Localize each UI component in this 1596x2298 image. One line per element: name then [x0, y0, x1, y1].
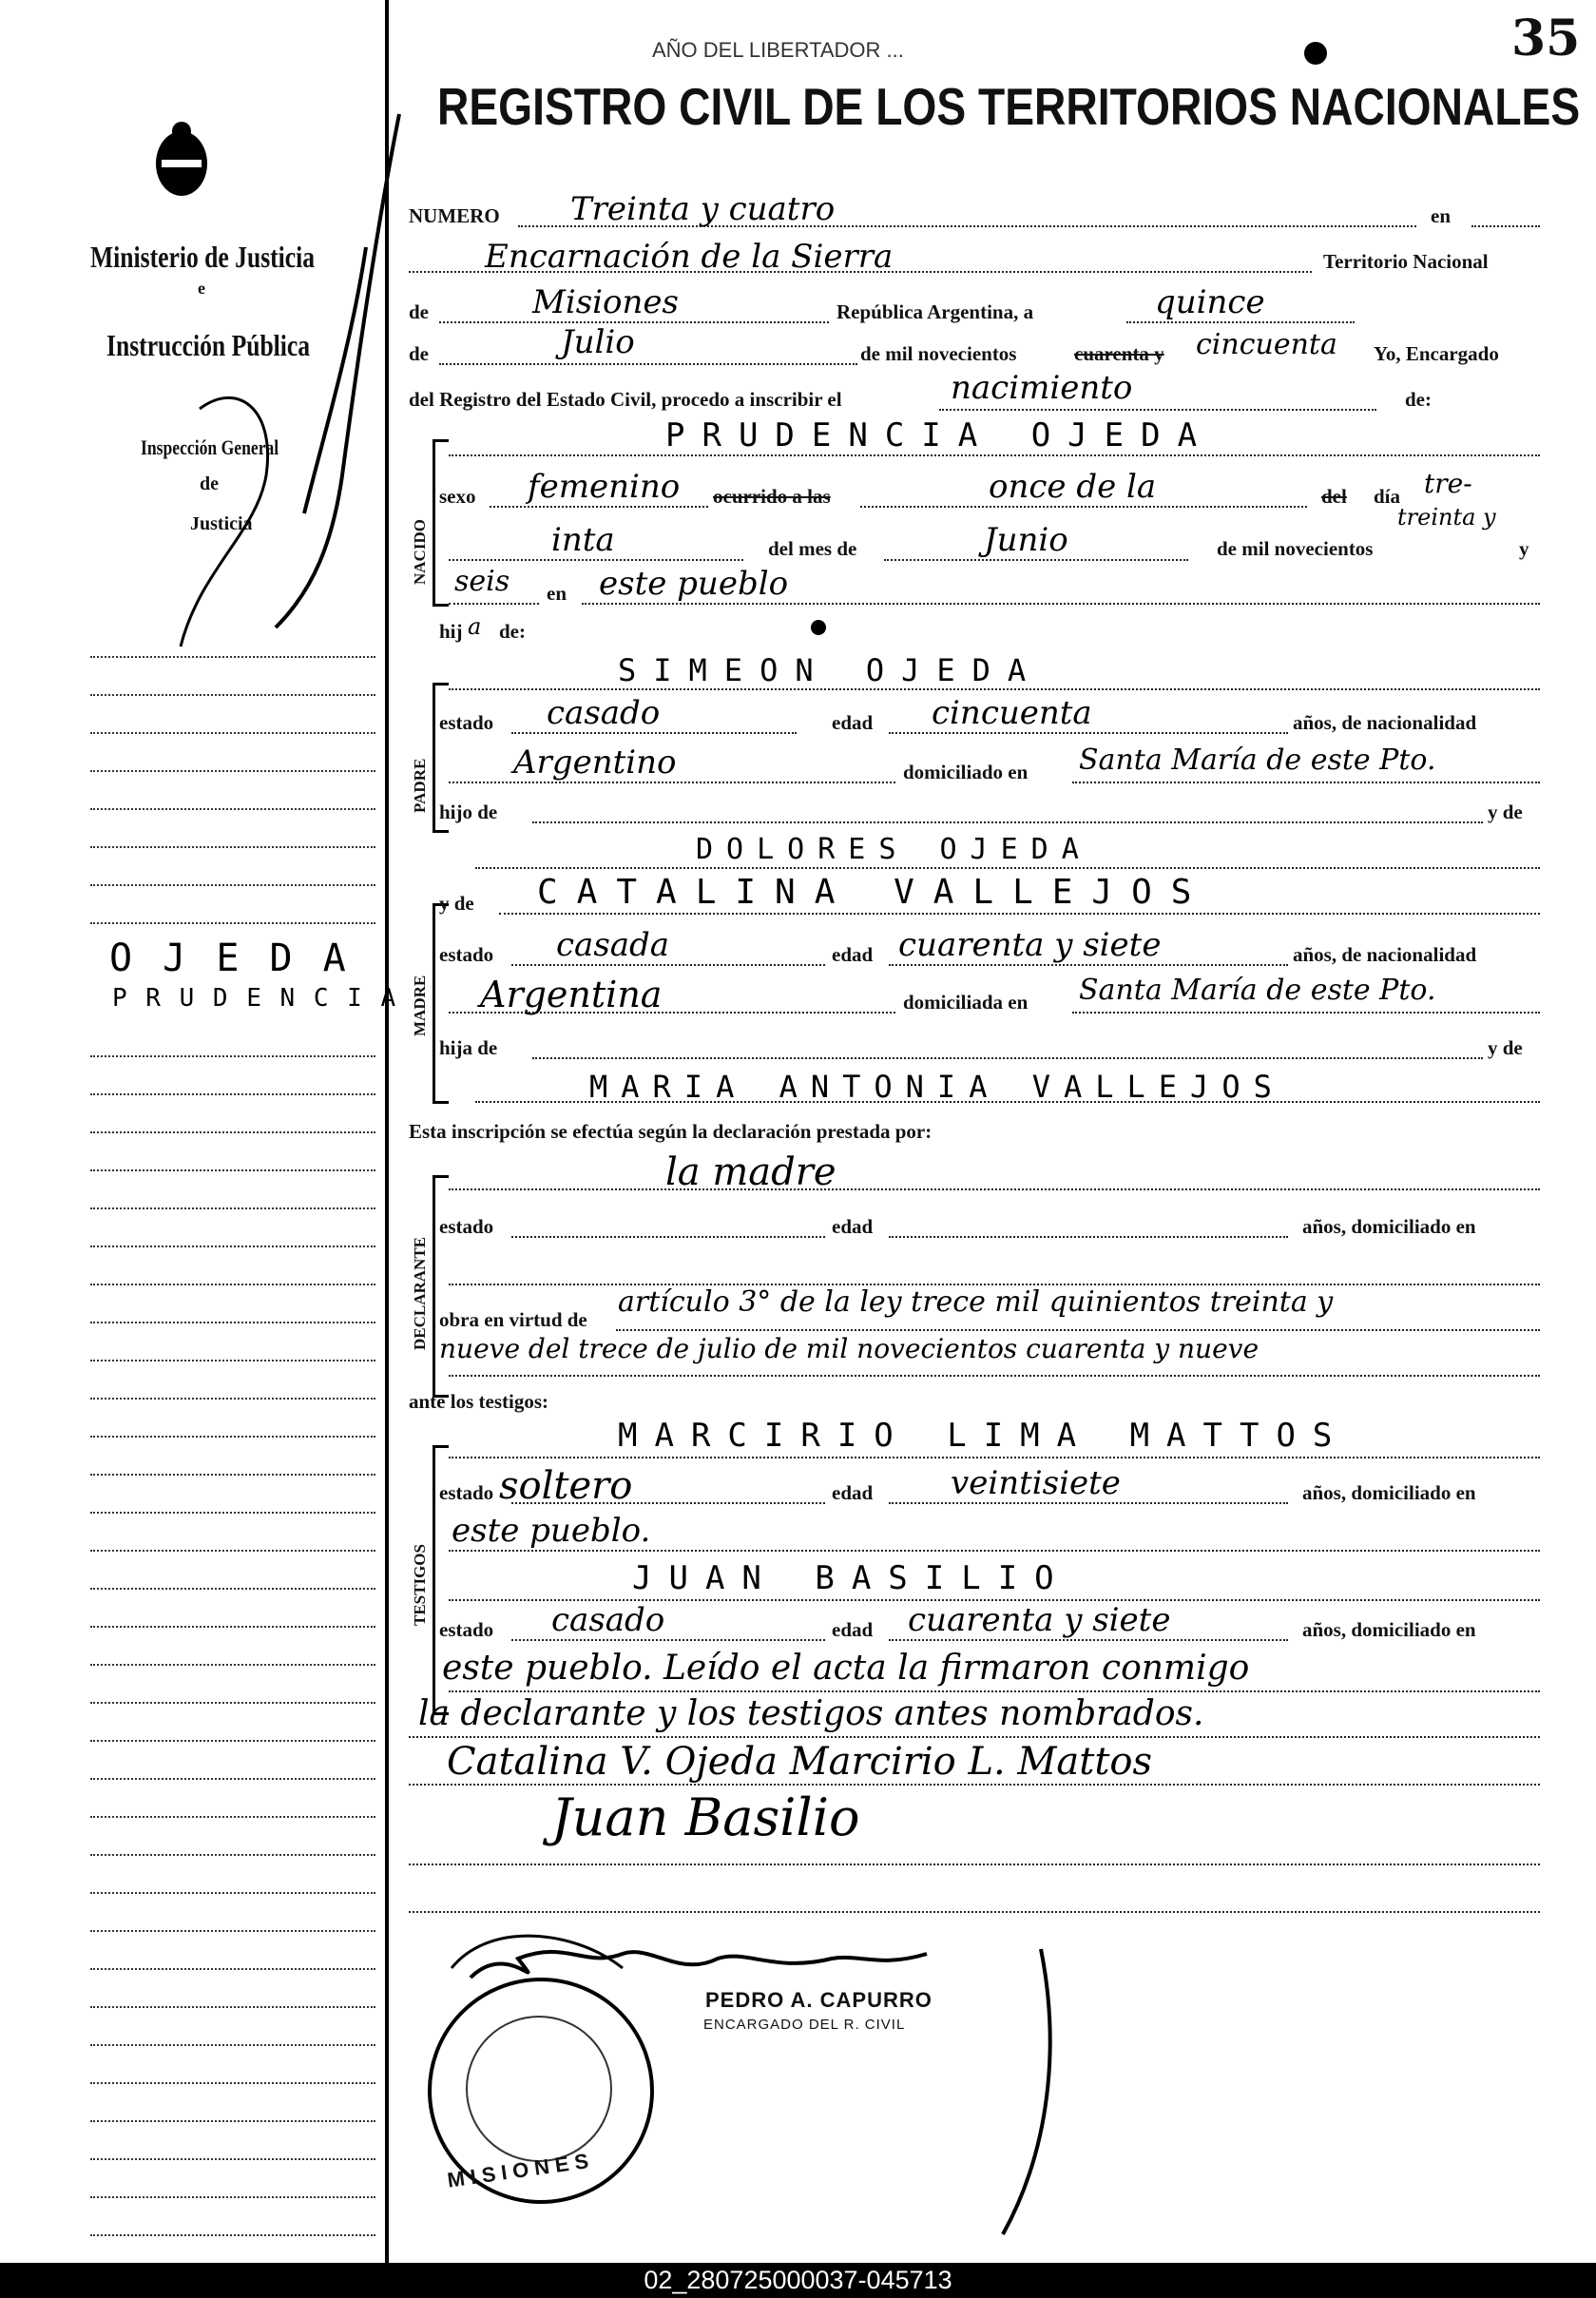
label-anios-dom-decl: años, domiciliado en	[1302, 1215, 1476, 1238]
ministry-line3: Instrucción Pública	[106, 328, 311, 362]
hw-nombre: PRUDENCIA OJEDA	[665, 416, 1215, 454]
label-sexo: sexo	[439, 485, 476, 508]
hw-mes: Julio	[561, 323, 635, 361]
hw-anio: cincuenta	[1196, 328, 1337, 361]
label-numero: NUMERO	[409, 204, 500, 227]
hw-obra1: artículo 3° de la ley trece mil quinientos treinta y	[618, 1285, 1334, 1319]
label-estado-decl: estado	[439, 1215, 494, 1238]
hw-estado-madre: casada	[556, 926, 670, 964]
fill-blank	[409, 1864, 1540, 1865]
fill-hija-de	[532, 1057, 1483, 1059]
margin-line	[90, 1322, 375, 1323]
hw-anio-nac2: seis	[454, 565, 510, 598]
fill-mes-nac	[884, 559, 1188, 561]
label-mil-nov2: de mil novecientos	[1217, 537, 1374, 560]
label-de-3: de:	[1405, 388, 1432, 411]
fill-padre	[449, 688, 1540, 690]
margin-line	[90, 1740, 375, 1742]
margin-line	[90, 2120, 375, 2122]
hw-dia: quince	[1155, 283, 1265, 321]
margin-line	[90, 1550, 375, 1552]
label-de-2: de	[409, 342, 429, 365]
margin-line	[90, 1702, 375, 1704]
margin-strokes	[162, 95, 428, 704]
black-dot	[1304, 42, 1327, 65]
hw-testigo2: JUAN BASILIO	[632, 1559, 1071, 1597]
hw-dia-nac2: inta	[551, 521, 615, 559]
official-role: ENCARGADO DEL R. CIVIL	[703, 2017, 906, 2033]
fill-lugar-nac	[582, 603, 1540, 605]
margin-line	[90, 2044, 375, 2046]
label-y: y	[1519, 537, 1529, 560]
ministry-line2: e	[198, 279, 205, 298]
label-estado-madre: estado	[439, 943, 494, 966]
label-anios-dom-t1: años, domiciliado en	[1302, 1481, 1476, 1504]
label-anios-nac-padre: años, de nacionalidad	[1293, 711, 1477, 734]
top-stamp: AÑO DEL LIBERTADOR ...	[652, 38, 904, 62]
hw-edad-madre: cuarenta y siete	[898, 926, 1162, 964]
margin-line	[90, 732, 375, 734]
fill-nac-padre	[449, 782, 895, 783]
label-estado-t1: estado	[439, 1481, 494, 1504]
fill-testigo1	[449, 1457, 1540, 1458]
label-madre: MADRE	[411, 975, 429, 1036]
margin-line	[90, 1474, 375, 1476]
official-seal-inner	[466, 2016, 612, 2162]
margin-line	[90, 1284, 375, 1285]
label-hija-de: hija de	[439, 1036, 498, 1059]
struck-anio: cuarenta y	[1074, 342, 1164, 365]
label-estado-t2: estado	[439, 1618, 494, 1641]
label-inscripcion: Esta inscripción se efectúa según la declaración prestada por:	[409, 1120, 933, 1143]
margin-line	[90, 1778, 375, 1780]
inspection-line1: Inspección General	[141, 435, 279, 459]
margin-surname: O J E D A	[109, 937, 350, 980]
label-edad-madre: edad	[832, 943, 874, 966]
margin-line	[90, 1512, 375, 1514]
ministry-line1: Ministerio de Justicia	[90, 240, 316, 274]
fill-cierre1	[449, 1690, 1540, 1692]
margin-line	[90, 1360, 375, 1361]
label-edad-padre: edad	[832, 711, 874, 734]
hw-t1-edad: veintisiete	[951, 1464, 1121, 1502]
label-edad-t2: edad	[832, 1618, 874, 1641]
hw-abuela-mat: MARIA ANTONIA VALLEJOS	[589, 1069, 1285, 1105]
fill-abuelo	[475, 867, 1540, 869]
hw-edad-padre: cincuenta	[932, 694, 1092, 732]
hw-estado-padre: casado	[547, 694, 661, 732]
margin-line	[90, 808, 375, 810]
margin-given-name: P R U D E N C I A	[112, 984, 398, 1013]
hw-acto: nacimiento	[951, 369, 1133, 407]
hw-cierre2: la declarante y los testigos antes nombrados.	[418, 1694, 1204, 1733]
hw-t1-estado: soltero	[499, 1464, 633, 1508]
margin-line	[90, 1169, 375, 1171]
fill-acto	[939, 409, 1376, 411]
hw-dom-madre: Santa María de este Pto.	[1079, 974, 1436, 1007]
margin-line	[90, 1892, 375, 1894]
fill-anio-nac2	[449, 603, 539, 605]
mark-dot	[811, 620, 826, 635]
margin-line	[90, 1588, 375, 1590]
hw-numero: Treinta y cuatro	[570, 190, 836, 228]
fill-t1-dom	[449, 1550, 1540, 1552]
fill-hijo-de	[532, 821, 1483, 823]
fill-mes	[439, 363, 857, 365]
label-edad-decl: edad	[832, 1215, 874, 1238]
label-declarante: DECLARANTE	[411, 1236, 429, 1350]
fill-edad-t1	[889, 1502, 1288, 1504]
margin-line	[90, 1246, 375, 1247]
hw-nac-madre: Argentina	[480, 974, 663, 1015]
fill-estado-t2	[511, 1639, 825, 1641]
label-dia: día	[1374, 485, 1401, 508]
label-edad-t1: edad	[832, 1481, 874, 1504]
label-en-lugar: en	[547, 582, 567, 605]
margin-line	[90, 846, 375, 848]
inspection-line3: Justicia	[190, 513, 253, 534]
hw-abuelo-pat: DOLORES OJEDA	[696, 833, 1092, 866]
margin-line	[90, 656, 375, 658]
fill-dia	[1126, 321, 1355, 323]
hw-firma1: Catalina V. Ojeda Marcirio L. Mattos	[447, 1740, 1153, 1784]
fill-nombre	[449, 454, 1540, 456]
hw-testigo1: MARCIRIO LIMA MATTOS	[618, 1417, 1350, 1455]
hw-declarante: la madre	[665, 1150, 836, 1194]
label-obra: obra en virtud de	[439, 1308, 587, 1331]
hw-nac-padre: Argentino	[513, 743, 677, 782]
hw-padre: SIMEON OJEDA	[618, 652, 1044, 688]
margin-line	[90, 770, 375, 772]
margin-line	[90, 2234, 375, 2236]
margin-line	[90, 1930, 375, 1932]
official-name: PEDRO A. CAPURRO	[705, 1988, 933, 2012]
margin-line	[90, 1816, 375, 1818]
margin-line	[90, 884, 375, 886]
label-estado-padre: estado	[439, 711, 494, 734]
hw-t2-estado: casado	[551, 1601, 665, 1639]
label-ocurrido: ocurrido a las	[713, 485, 831, 508]
label-mil-novecientos: de mil novecientos	[860, 342, 1017, 365]
margin-line	[90, 2082, 375, 2084]
fill-abuela	[475, 1101, 1540, 1103]
label-del-registro: del Registro del Estado Civil, procedo a inscribir el	[409, 388, 842, 411]
label-ante: ante los testigos:	[409, 1390, 548, 1413]
fill-estado-padre	[511, 732, 797, 734]
margin-line	[90, 1398, 375, 1400]
fill-sexo	[490, 506, 708, 508]
fill-dom-madre	[1072, 1012, 1540, 1014]
bracket-madre	[433, 903, 449, 1104]
label-del: del	[1321, 485, 1347, 508]
fill-estado-madre	[511, 964, 825, 966]
label-dom-madre: domiciliada en	[903, 991, 1029, 1014]
margin-line	[90, 2196, 375, 2198]
hw-sexo: femenino	[528, 468, 681, 506]
label-yo: Yo, Encargado	[1374, 342, 1499, 365]
seal-text: MISIONES	[445, 2148, 596, 2192]
label-y-de-madre: y de	[439, 892, 474, 915]
fill-obra2	[449, 1375, 1540, 1377]
hw-dom-padre: Santa María de este Pto.	[1079, 743, 1436, 777]
label-y-de-3: y de	[1488, 1036, 1523, 1059]
hw-firma2: Juan Basilio	[551, 1787, 860, 1847]
fill-declarante	[449, 1188, 1540, 1190]
label-territorio: Territorio Nacional	[1323, 250, 1489, 273]
fill-hora	[860, 506, 1307, 508]
fill-estado-decl	[511, 1236, 825, 1238]
fill-dom-padre	[1072, 782, 1540, 783]
margin-line	[90, 1626, 375, 1628]
label-del-mes: del mes de	[768, 537, 857, 560]
label-padre: PADRE	[411, 758, 429, 813]
margin-line	[90, 1436, 375, 1438]
bracket-nacido	[433, 439, 449, 607]
fill-edad-t2	[889, 1639, 1288, 1641]
label-anios-dom-t2: años, domiciliado en	[1302, 1618, 1476, 1641]
inspection-line2: de	[200, 473, 219, 494]
margin-line	[90, 2158, 375, 2160]
margin-line	[90, 1055, 375, 1057]
hw-madre: CATALINA VALLEJOS	[537, 873, 1211, 912]
footer-filename: 02_280725000037-045713	[0, 2263, 1596, 2298]
label-hij: hij	[439, 620, 463, 643]
fill-cierre2	[409, 1736, 1540, 1738]
hw-obra2: nueve del trece de julio de mil novecientos cuarenta y nueve	[439, 1333, 1259, 1364]
label-republica: República Argentina, a	[836, 300, 1034, 323]
label-dom-padre: domiciliado en	[903, 761, 1029, 783]
margin-line	[90, 1854, 375, 1856]
margin-line	[90, 922, 375, 924]
label-testigos: TESTIGOS	[411, 1544, 429, 1626]
label-nacido: NACIDO	[411, 519, 429, 585]
hw-cierre1: este pueblo. Leído el acta la firmaron conmigo	[442, 1649, 1250, 1688]
margin-line	[90, 1968, 375, 1970]
fill-firma1	[409, 1784, 1540, 1786]
hw-lugar: Encarnación de la Sierra	[485, 238, 894, 276]
hw-lugar-nac: este pueblo	[599, 565, 789, 603]
page-title: REGISTRO CIVIL DE LOS TERRITORIOS NACIONALES	[437, 77, 1581, 136]
fill-edad-padre	[889, 732, 1288, 734]
hw-mes-nac: Junio	[984, 521, 1068, 559]
page-number: 35	[1511, 10, 1581, 68]
margin-line	[90, 2006, 375, 2008]
label-anios-nac-madre: años, de nacionalidad	[1293, 943, 1477, 966]
label-hijo-de: hijo de	[439, 801, 498, 823]
fill-madre	[499, 913, 1540, 915]
hw-t1-dom: este pueblo.	[452, 1512, 651, 1550]
hw-territorio: Misiones	[532, 283, 679, 321]
margin-line	[90, 1207, 375, 1209]
label-en: en	[1431, 204, 1451, 227]
fill-en	[1471, 225, 1540, 227]
label-y-de: y de	[1488, 801, 1523, 823]
fill-obra1	[616, 1329, 1540, 1331]
hw-hora: once de la	[989, 468, 1157, 506]
margin-line	[90, 1093, 375, 1095]
margin-line	[90, 1131, 375, 1133]
label-de-1: de	[409, 300, 429, 323]
label-hij-de: de:	[499, 620, 526, 643]
hw-t2-edad: cuarenta y siete	[908, 1601, 1171, 1639]
margin-line	[90, 694, 375, 696]
hw-dia-nac: tre-	[1424, 468, 1472, 499]
hw-hij-suffix: a	[468, 613, 482, 640]
hw-anio-nac: treinta y	[1397, 504, 1496, 531]
fill-dia2	[449, 559, 743, 561]
fill-edad-decl	[889, 1236, 1288, 1238]
margin-line	[90, 1664, 375, 1666]
fill-edad-madre	[889, 964, 1288, 966]
